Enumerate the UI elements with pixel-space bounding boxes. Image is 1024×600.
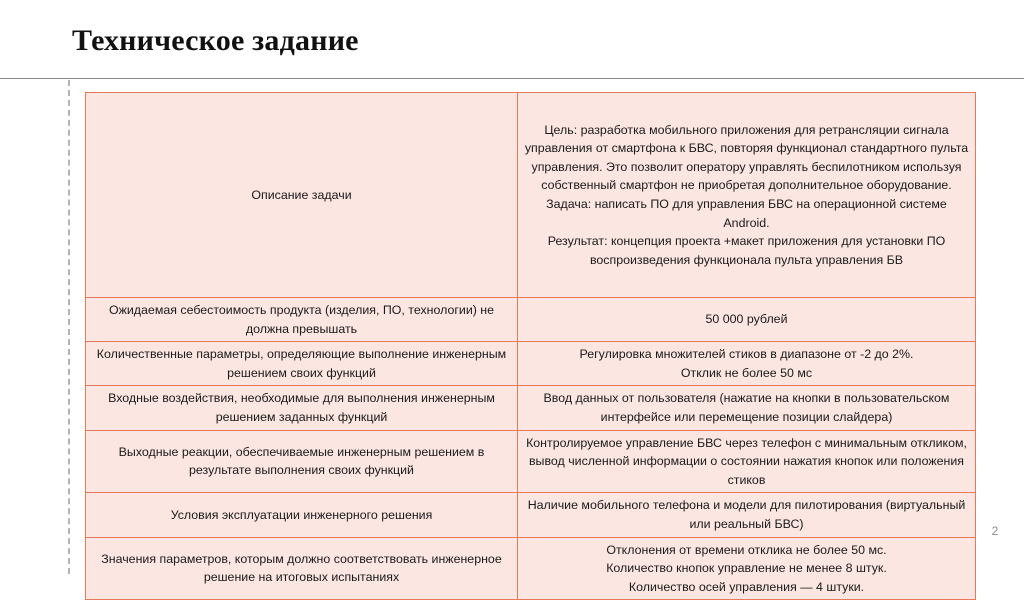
requirements-table-body xyxy=(86,93,976,600)
table-row xyxy=(86,342,976,386)
requirement-value-cell: Регулировка множителей стиков в диапазоне от -2 до 2%. Отклик не более 50 мс xyxy=(518,342,976,386)
table-row xyxy=(86,430,976,493)
requirement-label-cell: Количественные параметры, определяющие выполнение инженерным решением своих функций xyxy=(86,342,518,386)
title-divider xyxy=(0,78,1024,79)
requirement-label-cell: Ожидаемая себестоимость продукта (изделия, ПО, технологии) не должна превышать xyxy=(86,298,518,342)
table-row xyxy=(86,537,976,600)
requirement-label-cell: Условия эксплуатации инженерного решения xyxy=(86,493,518,537)
requirements-table xyxy=(85,92,976,600)
requirement-value-cell: 50 000 рублей xyxy=(518,298,976,342)
requirement-label-cell: Значения параметров, которым должно соответствовать инженерное решение на итоговых испытаниях xyxy=(86,537,518,600)
requirement-label-cell: Описание задачи xyxy=(86,93,518,298)
left-dashed-divider xyxy=(68,80,70,574)
slide-number: 2 xyxy=(991,524,999,538)
table-row xyxy=(86,298,976,342)
requirement-label-cell: Входные воздействия, необходимые для выполнения инженерным решением заданных функций xyxy=(86,386,518,430)
requirement-value-cell: Цель: разработка мобильного приложения для ретрансляции сигнала управления от смартфона к БВС, повторяя функционал стандартного пульта управления. Это позволит оператору управлять беспилотником используя собственный смартфон не приобретая дополнительное оборудование. Задача: написать ПО для управления БВС на операционной системе Android. Результат: концепция проекта +макет приложения для установки ПО воспроизведения функционала пульта управления БВ xyxy=(518,93,976,298)
requirement-value-cell: Наличие мобильного телефона и модели для пилотирования (виртуальный или реальный БВС) xyxy=(518,493,976,537)
table-row xyxy=(86,386,976,430)
requirement-value-cell: Контролируемое управление БВС через телефон с минимальным откликом, вывод численной информации о состоянии нажатия кнопок или положения стиков xyxy=(518,430,976,493)
requirement-label-cell: Выходные реакции, обеспечиваемые инженерным решением в результате выполнения своих функций xyxy=(86,430,518,493)
table-row xyxy=(86,493,976,537)
requirement-value-cell: Ввод данных от пользователя (нажатие на кнопки в пользовательском интерфейсе или перемещение позиции слайдера) xyxy=(518,386,976,430)
table-row xyxy=(86,93,976,298)
page-title: Техническое задание xyxy=(72,24,359,57)
requirement-value-cell: Отклонения от времени отклика не более 50 мс. Количество кнопок управление не менее 8 штук. Количество осей управления — 4 штуки. xyxy=(518,537,976,600)
